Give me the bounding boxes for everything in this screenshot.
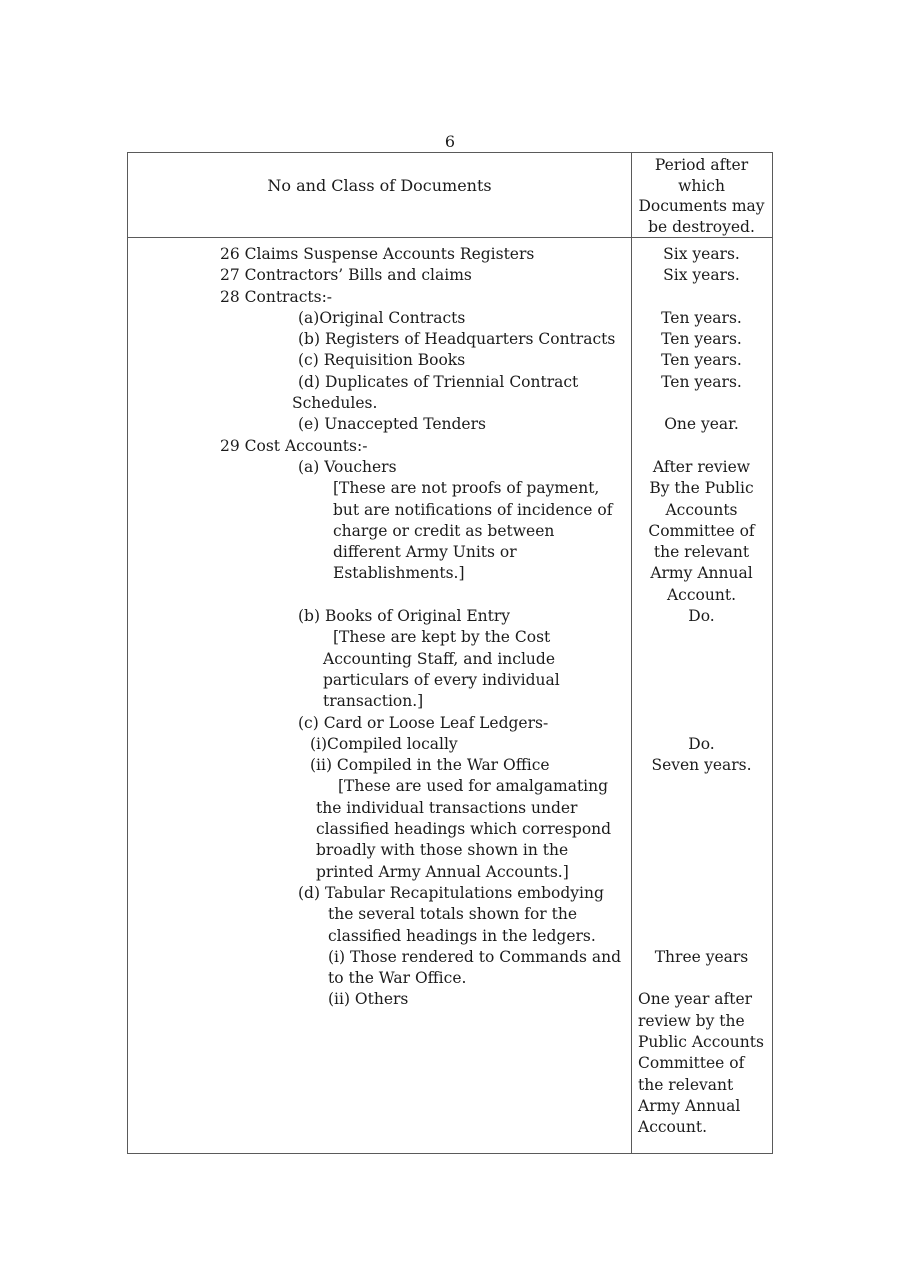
document-line: 27 Contractors’ Bills and claims (220, 266, 472, 285)
period-line: review by the (638, 1011, 745, 1030)
period-line: After review (652, 457, 751, 476)
period-line: Ten years. (661, 308, 742, 327)
document-line: (ii) Compiled in the War Office (310, 756, 550, 775)
period-line: Army Annual (650, 564, 753, 583)
document-line: (b) Books of Original Entry (298, 607, 511, 626)
table-body (128, 238, 772, 1153)
period-line: Public Accounts (638, 1032, 764, 1051)
period-column (631, 238, 771, 1153)
document-line (128, 1096, 631, 1117)
document-line: [These are kept by the Cost (333, 628, 551, 647)
document-line: (i)Compiled locally (310, 734, 458, 753)
period-line (632, 819, 771, 840)
period-line: the relevant (638, 1075, 734, 1094)
period-line (632, 862, 771, 883)
document-line: (d) Tabular Recapitulations embodying (298, 883, 604, 902)
document-line: different Army Units or (333, 543, 517, 562)
document-line: (c) Requisition Books (298, 351, 466, 370)
period-line (632, 883, 771, 904)
documents-header-cell: No and Class of Documents (267, 176, 492, 195)
document-line: 28 Contracts:- (220, 287, 333, 306)
period-line: the relevant (653, 543, 750, 562)
document-line: classified headings which correspond (316, 820, 612, 839)
document-line: (a) Vouchers (298, 457, 397, 476)
period-header-line: Period after (654, 156, 749, 174)
document-line: 26 Claims Suspense Accounts Registers (220, 245, 535, 263)
document-line: but are notifications of incidence of (333, 500, 613, 519)
document-line (128, 585, 631, 606)
document-line (128, 1053, 631, 1074)
document-line: classified headings in the ledgers. (328, 926, 596, 945)
document-line: (d) Duplicates of Triennial Contract (298, 372, 579, 391)
period-line (632, 776, 771, 797)
document-line: Schedules. (292, 394, 378, 413)
period-header-cell (631, 153, 771, 237)
document-line: (e) Unaccepted Tenders (298, 415, 486, 434)
document-line: (b) Registers of Headquarters Contracts (298, 330, 616, 349)
document-line: the individual transactions under (316, 798, 578, 817)
document-line: printed Army Annual Accounts.] (316, 862, 569, 881)
document-line: charge or credit as between (333, 521, 555, 540)
document-line: 29 Cost Accounts:- (220, 436, 368, 455)
period-header-line: which (678, 176, 725, 195)
retention-table (127, 152, 773, 1154)
document-line: (i) Those rendered to Commands and (328, 947, 622, 966)
period-line (632, 691, 771, 712)
documents-column (128, 238, 631, 1153)
period-line: Account. (638, 1118, 708, 1137)
document-line: Accounting Staff, and include (323, 649, 556, 668)
period-line: By the Public (649, 479, 754, 498)
period-line (632, 649, 771, 670)
document-line: the several totals shown for the (328, 905, 578, 924)
period-line (632, 904, 771, 925)
document-line: particulars of every individual (323, 670, 560, 689)
period-line: Do. (688, 734, 715, 753)
document-line (128, 1011, 631, 1032)
document-line: (ii) Others (328, 990, 409, 1009)
period-header-line: Documents may (638, 197, 765, 215)
period-line: Seven years. (651, 756, 752, 775)
period-line (632, 393, 771, 414)
document-line (128, 1117, 631, 1138)
document-line: broadly with those shown in the (316, 841, 569, 860)
period-line (632, 713, 771, 734)
period-line: One year after (638, 990, 753, 1009)
period-line: Six years. (663, 266, 740, 285)
period-line (632, 670, 771, 691)
document-line: (c) Card or Loose Leaf Ledgers- (298, 713, 549, 732)
period-line (632, 287, 771, 308)
page-number: 6 (444, 132, 456, 151)
period-line (632, 968, 771, 989)
document-line: [These are not proofs of payment, (333, 479, 600, 498)
period-line: Accounts (665, 500, 738, 519)
period-line: Three years (654, 947, 749, 966)
period-line: Ten years. (661, 330, 742, 349)
period-line (632, 798, 771, 819)
period-line: Ten years. (661, 351, 742, 370)
period-line (632, 627, 771, 648)
period-line: Army Annual (638, 1096, 741, 1115)
period-line (632, 926, 771, 947)
period-line: Ten years. (661, 372, 742, 391)
document-line: (a)Original Contracts (298, 308, 466, 327)
period-line: Do. (688, 607, 715, 626)
period-line (632, 840, 771, 861)
period-line: One year. (664, 415, 739, 434)
document-line: to the War Office. (328, 969, 467, 988)
period-line: Committee of (638, 1054, 745, 1073)
document-line: Establishments.] (333, 564, 465, 583)
period-line: Account. (666, 585, 736, 604)
table-header-row (128, 153, 772, 238)
period-header-line: be destroyed. (648, 217, 755, 236)
period-line (632, 436, 771, 457)
period-line: Committee of (648, 521, 755, 540)
document-line (128, 1032, 631, 1053)
period-line: Six years. (663, 245, 740, 263)
document-line: transaction.] (323, 692, 424, 711)
document-line: [These are used for amalgamating (338, 777, 609, 796)
document-line (128, 1075, 631, 1096)
